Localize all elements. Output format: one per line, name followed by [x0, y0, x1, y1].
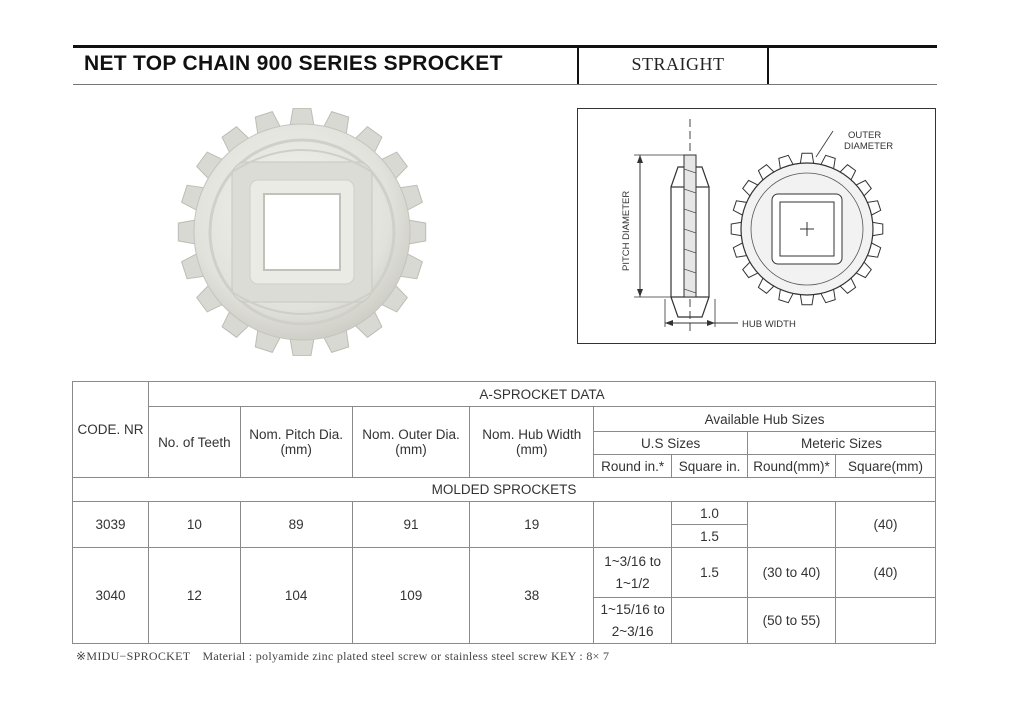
pitch-cell: 104 [240, 548, 352, 644]
sprocket-data-table [72, 381, 936, 644]
diagram-drawing [578, 109, 935, 343]
round-mm-cell [748, 502, 836, 548]
page-title: NET TOP CHAIN 900 SERIES SPROCKET [84, 52, 503, 75]
square-in-cell [672, 598, 748, 644]
round-mm-header: Round(mm)* [748, 455, 836, 478]
pitch-diameter-label: PITCH DIAMETER [621, 190, 632, 271]
square-in-cell: 1.5 [672, 548, 748, 598]
hub-width-cell: 19 [470, 502, 594, 548]
dimension-diagram [577, 108, 936, 344]
hub-sizes-header: Available Hub Sizes [594, 407, 936, 432]
header-divider [767, 45, 769, 85]
square-in-header: Square in. [672, 455, 748, 478]
square-mm-header: Square(mm) [835, 455, 935, 478]
teeth-cell: 10 [148, 502, 240, 548]
square-in-cell: 1.5 [672, 525, 748, 548]
round-mm-cell: (50 to 55) [748, 598, 836, 644]
outer-cell: 109 [352, 548, 470, 644]
footnote: ※MIDU−SPROCKET Material : polyamide zinc plated steel screw or stainless steel screw KEY : 8× 7 [76, 649, 610, 663]
outer-cell: 91 [352, 502, 470, 548]
variant-label: STRAIGHT [631, 54, 725, 74]
metric-sizes-header: Meteric Sizes [748, 432, 936, 455]
round-in-cell [594, 502, 672, 548]
square-mm-cell: (40) [835, 502, 935, 548]
section-label: MOLDED SPROCKETS [73, 478, 936, 502]
square-mm-cell [835, 598, 935, 644]
pitch-header: Nom. Pitch Dia. (mm) [240, 407, 352, 478]
round-in-header: Round in.* [594, 455, 672, 478]
teeth-header: No. of Teeth [148, 407, 240, 478]
round-in-cell: 1~3/16 to 1~1/2 [594, 548, 672, 598]
hub-width-header: Nom. Hub Width (mm) [470, 407, 594, 478]
header-divider [577, 45, 579, 85]
round-in-cell: 1~15/16 to 2~3/16 [594, 598, 672, 644]
header-bottom-rule [73, 84, 937, 85]
hub-width-label: HUB WIDTH [742, 319, 796, 330]
table-row [73, 502, 936, 525]
table-row [73, 548, 936, 598]
teeth-cell: 12 [148, 548, 240, 644]
code-cell: 3040 [73, 548, 149, 644]
square-mm-cell: (40) [835, 548, 935, 598]
header-top-rule [73, 45, 937, 48]
pitch-cell: 89 [240, 502, 352, 548]
round-mm-cell: (30 to 40) [748, 548, 836, 598]
outer-diameter-label: DIAMETER [844, 141, 894, 152]
code-cell: 3039 [73, 502, 149, 548]
us-sizes-header: U.S Sizes [594, 432, 748, 455]
sprocket-photo [172, 108, 432, 356]
square-in-cell: 1.0 [672, 502, 748, 525]
outer-header: Nom. Outer Dia. (mm) [352, 407, 470, 478]
hub-width-cell: 38 [470, 548, 594, 644]
code-header: CODE. NR [73, 382, 149, 478]
outer-diameter-label: OUTER [848, 130, 882, 141]
group-header: A-SPROCKET DATA [148, 382, 935, 407]
